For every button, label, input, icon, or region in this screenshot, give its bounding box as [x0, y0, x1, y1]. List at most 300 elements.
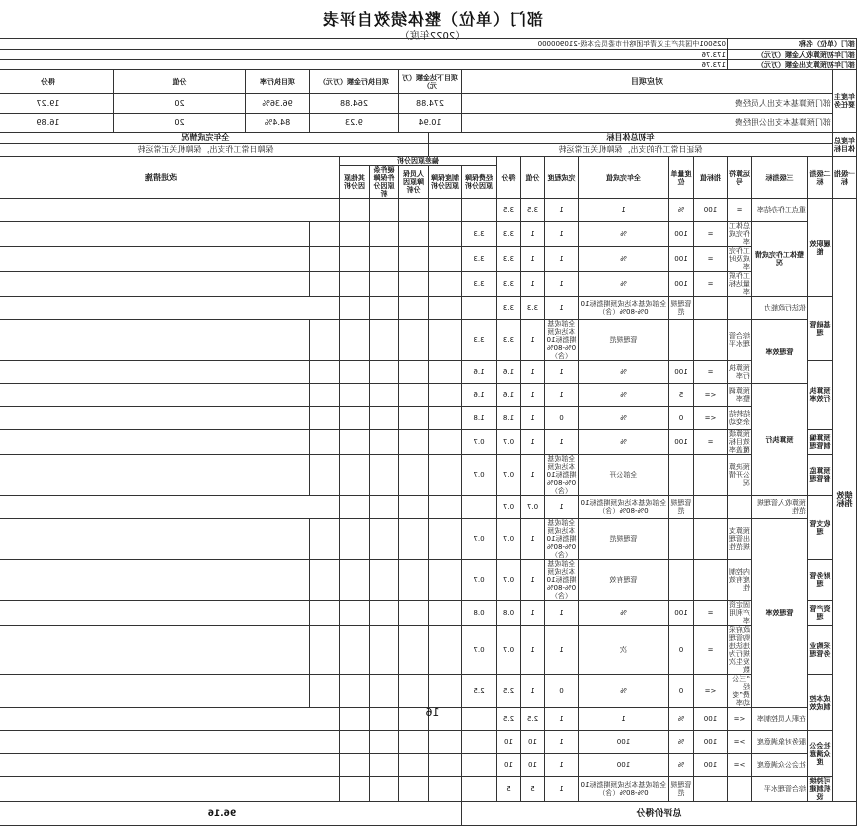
expend-value: 173.76: [0, 60, 728, 70]
indicator-degree: 1: [521, 626, 545, 675]
indicator-row: [0, 272, 857, 297]
info-row: [0, 50, 857, 60]
dev-cell: [429, 496, 462, 519]
header-degree: 完成程度: [545, 157, 579, 199]
l2-mgmt: 管理效率: [752, 320, 808, 384]
income-label: 部门年初预算收入金额（万元）: [728, 50, 857, 60]
indicator-op: <=: [694, 407, 728, 430]
dev-cell: [462, 297, 497, 320]
dev-cell: [340, 601, 370, 626]
goal-row: [0, 144, 857, 157]
indicator-degree: 1: [545, 777, 579, 802]
dev-cell: [370, 297, 399, 320]
l2-budget-exec: 预算执行效率: [808, 361, 833, 430]
indicator-target: 100: [694, 731, 728, 754]
dev-cell: [340, 384, 370, 407]
indicator-unit: 全部公开: [579, 455, 669, 496]
indicator-row: [0, 222, 857, 247]
dev-cell: [340, 222, 370, 247]
indicator-op: <=: [694, 675, 728, 708]
tasks-header-plan: 项目下达金额（万元）: [399, 70, 462, 94]
tasks-header-row: [0, 70, 857, 94]
header-l2: 二级指标: [808, 157, 833, 199]
indicator-unit: %: [669, 731, 694, 754]
tasks-section-label: 年度主要任务: [833, 70, 857, 133]
unit-name-label: 部门（单位）名称: [728, 39, 857, 50]
indicator-points: 3.3: [497, 222, 521, 247]
header-actual: 全年完成值: [579, 157, 669, 199]
dev-cell: [340, 626, 370, 675]
expend-label: 部门年初预算支出金额（万元）: [728, 60, 857, 70]
indicator-points: 1.8: [497, 407, 521, 430]
indicator-score: 3.3: [462, 247, 497, 272]
dev-cell: [310, 222, 340, 247]
dev-cell: [370, 754, 399, 777]
indicator-points: 3.3: [521, 297, 545, 320]
indicator-header-row: [0, 157, 857, 166]
header-fix: 改进措施: [0, 157, 340, 199]
indicator-row: [0, 754, 857, 777]
indicator-points: 3.3: [497, 320, 521, 361]
dev-cell: [370, 222, 399, 247]
dev-cell: [399, 272, 429, 297]
indicator-actual: 全部或基本达成预期指标100%-80%（含）: [545, 519, 579, 560]
indicator-score: 3.3: [462, 320, 497, 361]
indicator-degree: 1: [521, 601, 545, 626]
indicator-l3: 依法行政能力: [752, 297, 808, 320]
indicator-degree: 1: [545, 731, 579, 754]
indicator-target: [694, 777, 728, 802]
dev-cell: [399, 754, 429, 777]
indicator-l3: 预算收入管理规范性: [752, 496, 808, 519]
dev-cell: [310, 272, 340, 297]
dev-cell: [370, 626, 399, 675]
fix-cell: [0, 777, 340, 802]
dev-cell: [429, 222, 462, 247]
total-label: 总评价得分: [462, 802, 857, 826]
indicator-points: 0.7: [497, 519, 521, 560]
indicator-l3: 结转结余变动: [728, 407, 752, 430]
indicator-row: [0, 777, 857, 802]
dev-cell: [370, 320, 399, 361]
indicator-row: [0, 560, 857, 601]
dev-cell: [370, 519, 399, 560]
indicator-row: [0, 361, 857, 384]
indicator-target: 0: [669, 407, 694, 430]
indicator-l3: 综合管理水平: [728, 320, 752, 361]
indicator-l3: 在职人员控制率: [752, 708, 808, 731]
dev-cell: [310, 320, 340, 361]
task-row: [0, 94, 857, 114]
dev-cell: [340, 199, 370, 222]
fix-cell: [0, 626, 310, 675]
indicator-score: 3.3: [462, 272, 497, 297]
indicator-degree: 1: [521, 519, 545, 560]
dev-cell: [462, 199, 497, 222]
indicator-op: =: [694, 222, 728, 247]
indicator-unit: 管理规范: [669, 496, 694, 519]
indicator-degree: 1: [521, 272, 545, 297]
header-l3: 三级指标: [752, 157, 808, 199]
indicator-op: >=: [728, 731, 752, 754]
fix-cell: [0, 560, 310, 601]
indicator-actual: 0: [545, 675, 579, 708]
fix-cell: [0, 754, 340, 777]
indicator-row: [0, 519, 857, 560]
dev-cell: [462, 777, 497, 802]
dev-cell: [399, 297, 429, 320]
indicator-l3: 社会公众满意度: [752, 754, 808, 777]
dev-cell: [310, 430, 340, 455]
task-plan: 274.88: [399, 94, 462, 114]
indicator-points: 2.5: [497, 675, 521, 708]
done-header: 全年完成情况: [0, 133, 429, 144]
indicator-degree: 1: [545, 754, 579, 777]
indicator-points: 3.3: [497, 247, 521, 272]
total-row: [0, 802, 857, 826]
indicator-score: 10: [497, 754, 521, 777]
indicator-op: [728, 496, 752, 519]
indicator-target: 100: [694, 708, 728, 731]
indicator-op: =: [694, 626, 728, 675]
header-points: 分值: [521, 157, 545, 199]
indicator-l3: 综合管理水平: [752, 777, 808, 802]
dev-cell: [429, 455, 462, 496]
task-exec: 264.88: [310, 94, 399, 114]
task-project: 部门预算基本支出人员经费: [462, 94, 833, 114]
dev-cell: [462, 496, 497, 519]
fix-cell: [0, 519, 310, 560]
dev-cell: [399, 675, 429, 708]
indicator-op: =: [694, 247, 728, 272]
info-row: [0, 60, 857, 70]
task-row: [0, 114, 857, 133]
dev-cell: [340, 297, 370, 320]
dev-cell: [370, 272, 399, 297]
indicator-score: 10: [497, 731, 521, 754]
indicator-op: [694, 560, 728, 601]
dev-cell: [399, 601, 429, 626]
header-dev-other: 其他原因分析: [340, 166, 370, 199]
dev-cell: [370, 384, 399, 407]
dev-cell: [370, 560, 399, 601]
dev-cell: [462, 731, 497, 754]
fix-cell: [0, 455, 310, 496]
indicator-score: 5: [497, 777, 521, 802]
indicator-row: [0, 455, 857, 496]
fix-cell: [0, 731, 340, 754]
indicator-degree: 1: [521, 560, 545, 601]
indicator-unit: %: [579, 384, 669, 407]
dev-cell: [399, 455, 429, 496]
dev-cell: [429, 731, 462, 754]
indicator-l3: “三公经费”变动率: [728, 675, 752, 708]
indicator-l3: 预决算公开情况: [728, 455, 752, 496]
indicator-unit: %: [579, 675, 669, 708]
indicator-degree: 1: [521, 320, 545, 361]
indicator-degree: 1: [521, 430, 545, 455]
dev-cell: [429, 519, 462, 560]
indicator-op: =: [694, 361, 728, 384]
indicator-op: >=: [728, 754, 752, 777]
indicator-row: [0, 407, 857, 430]
fix-cell: [0, 222, 310, 247]
indicator-row: [0, 320, 857, 361]
tasks-header-score: 得分: [0, 70, 114, 94]
indicator-l3: 内控制度有效性: [728, 560, 752, 601]
indicator-score: 0.7: [462, 455, 497, 496]
indicator-target: [669, 560, 694, 601]
fix-cell: [0, 297, 340, 320]
task-score: 16.89: [0, 114, 114, 133]
indicator-points: 0.7: [497, 560, 521, 601]
indicator-score: 1.6: [462, 384, 497, 407]
indicator-unit: 管理规范: [669, 777, 694, 802]
l2-perf: 履职效能: [808, 199, 833, 297]
indicator-degree: 1: [521, 675, 545, 708]
indicator-score: 2.5: [462, 675, 497, 708]
indicator-actual: 1: [545, 361, 579, 384]
indicator-points: 0.7: [497, 455, 521, 496]
task-points: 20: [114, 114, 246, 133]
indicator-target: 100: [669, 222, 694, 247]
goal-header-row: [0, 133, 857, 144]
indicator-target: 0: [669, 675, 694, 708]
unit-name-value: 025001中国共产主义青年团喀什市委员会本级-210900000: [0, 39, 728, 50]
dev-cell: [462, 754, 497, 777]
dev-cell: [370, 675, 399, 708]
header-dev-staff: 人员保障原因分析: [399, 166, 429, 199]
indicator-score: 0.7: [462, 430, 497, 455]
indicator-score: 3.3: [462, 222, 497, 247]
l2-income: 收支管理: [808, 496, 833, 560]
dev-cell: [429, 626, 462, 675]
indicator-unit: %: [579, 247, 669, 272]
indicator-target: 0: [669, 626, 694, 675]
l2-asset: 资产管理: [808, 601, 833, 626]
header-l1: 一级指标: [833, 157, 857, 199]
l2-mech: 可持续机制建设: [809, 777, 831, 801]
l2-finance: 财务管理: [808, 560, 833, 601]
indicator-target: 100: [669, 361, 694, 384]
indicator-actual: 全部或基本达成预期指标100%-80%（含）: [579, 777, 669, 802]
indicator-l3: 固定资产利用率: [729, 601, 750, 625]
indicator-target: [694, 297, 728, 320]
dev-cell: [340, 361, 370, 384]
fix-cell: [0, 320, 310, 361]
indicator-unit: %: [579, 430, 669, 455]
dev-cell: [429, 247, 462, 272]
indicator-l3: 预算支出管理规范性: [728, 519, 752, 560]
indicator-row: [0, 199, 857, 222]
dev-cell: [399, 731, 429, 754]
tasks-header-points: 分值: [114, 70, 246, 94]
l2-budget-pub: 预算监督管理: [808, 455, 833, 496]
indicator-degree: 1: [545, 199, 579, 222]
fix-cell: [0, 199, 340, 222]
indicator-l3: 预算调整率: [728, 384, 752, 407]
tasks-header-rate: 项目执行率: [246, 70, 310, 94]
indicator-row: [0, 247, 857, 272]
indicator-unit: 管理有效: [579, 560, 669, 601]
dev-cell: [340, 496, 370, 519]
dev-cell: [340, 272, 370, 297]
dev-cell: [429, 384, 462, 407]
dev-cell: [399, 496, 429, 519]
indicator-points: 0.7: [521, 496, 545, 519]
dev-cell: [399, 407, 429, 430]
indicator-degree: 1: [545, 496, 579, 519]
l2-cost: 成本控制成效: [808, 675, 833, 731]
dev-cell: [429, 675, 462, 708]
indicator-unit: %: [669, 754, 694, 777]
info-row: [0, 39, 857, 50]
l2-social: 社会公众满意度: [808, 731, 833, 777]
indicator-op: [694, 455, 728, 496]
indicator-unit: %: [669, 199, 694, 222]
indicator-score: 2.5: [497, 708, 521, 731]
dev-cell: [429, 361, 462, 384]
indicator-points: 2.5: [521, 708, 545, 731]
header-deviation: 偏差原因分析: [340, 157, 497, 166]
l2-budget-plan: 预算编制管理: [808, 430, 833, 455]
indicator-op: [728, 777, 752, 802]
indicator-actual: 全部或基本达成预期指标100%-80%（含）: [545, 455, 579, 496]
indicator-unit: %: [579, 601, 669, 626]
task-points: 20: [114, 94, 246, 114]
l2-exec: 预算执行: [752, 384, 808, 496]
indicator-score: 3.5: [497, 199, 521, 222]
dev-cell: [310, 384, 340, 407]
l2-basic: 基础管理: [808, 297, 833, 361]
indicator-degree: 1: [545, 708, 579, 731]
indicator-actual: 全部或基本达成预期指标100%-80%（含）: [579, 297, 669, 320]
l2-work: 整体工作完成情况: [752, 222, 808, 297]
dev-cell: [399, 222, 429, 247]
header-score: 得分: [497, 157, 521, 199]
indicator-points: 0.8: [497, 601, 521, 626]
task-project: 部门预算基本支出公用经费: [462, 114, 833, 133]
l1-perf: 绩效指标: [833, 199, 857, 802]
fix-cell: [0, 361, 310, 384]
indicator-op: <=: [694, 384, 728, 407]
dev-cell: [370, 361, 399, 384]
page-number: 16: [425, 706, 440, 719]
indicator-actual: 全部或基本达成预期指标100%-80%（含）: [579, 496, 669, 519]
indicator-degree: 1: [521, 455, 545, 496]
dev-cell: [429, 407, 462, 430]
task-rate: 84.4%: [246, 114, 310, 133]
dev-cell: [340, 430, 370, 455]
fix-cell: [0, 675, 310, 708]
indicator-target: [669, 519, 694, 560]
indicator-row: [0, 430, 857, 455]
dev-cell: [429, 199, 462, 222]
dev-cell: [429, 754, 462, 777]
header-dev-hardware: 硬件条件保障原因分析: [370, 166, 399, 199]
fix-cell: [0, 384, 310, 407]
dev-cell: [399, 320, 429, 361]
indicator-op: <=: [728, 708, 752, 731]
done-text: 保障日常工作支出，保障机关正常运转: [0, 144, 429, 157]
header-unit: 度量单位: [669, 157, 694, 199]
dev-cell: [370, 496, 399, 519]
dev-cell: [370, 601, 399, 626]
dev-cell: [399, 247, 429, 272]
l2-purchase: 采购业务管理: [808, 626, 833, 675]
indicator-unit: %: [579, 272, 669, 297]
dev-cell: [310, 675, 340, 708]
indicator-op: =: [694, 601, 728, 626]
dev-cell: [399, 560, 429, 601]
indicator-op: =: [694, 272, 728, 297]
header-dev-funding: 经费保障原因分析: [462, 166, 497, 199]
indicator-unit: %: [579, 407, 669, 430]
indicator-score: 1.8: [462, 407, 497, 430]
dev-cell: [429, 272, 462, 297]
indicator-l3: 工作质量达标率: [729, 272, 750, 296]
goal-text: 保证日常工作的支出，保障机关正常运转: [429, 144, 833, 157]
total-value: 96.16: [0, 802, 462, 826]
indicator-actual: 100: [579, 754, 669, 777]
dev-cell: [399, 384, 429, 407]
indicator-unit: %: [579, 361, 669, 384]
indicator-degree: 1: [521, 361, 545, 384]
indicator-actual: 全部或基本达成预期指标100%-80%（含）: [545, 560, 579, 601]
fix-cell: [0, 407, 310, 430]
dev-cell: [370, 731, 399, 754]
indicator-actual: 1: [545, 626, 579, 675]
dev-cell: [370, 247, 399, 272]
indicator-degree: 1: [521, 407, 545, 430]
indicator-actual: 全部或基本达成预期指标100%-80%（含）: [545, 320, 579, 361]
dev-cell: [429, 297, 462, 320]
indicator-target: 5: [669, 384, 694, 407]
dev-cell: [310, 455, 340, 496]
header-op: 运算符号: [728, 157, 752, 199]
indicator-degree: 1: [521, 222, 545, 247]
task-exec: 9.23: [310, 114, 399, 133]
indicator-unit: 管理规范: [579, 320, 669, 361]
dev-cell: [370, 199, 399, 222]
dev-cell: [399, 519, 429, 560]
indicator-degree: 1: [521, 247, 545, 272]
indicator-score: 0.7: [462, 519, 497, 560]
dev-cell: [310, 407, 340, 430]
task-plan: 10.94: [399, 114, 462, 133]
indicator-score: 3.3: [497, 297, 521, 320]
dev-cell: [340, 560, 370, 601]
tasks-header-exec: 项目执行金额（万元）: [310, 70, 399, 94]
indicator-op: [694, 320, 728, 361]
indicator-unit: 管理规范: [669, 297, 694, 320]
indicator-op: =: [694, 430, 728, 455]
indicator-row: [0, 384, 857, 407]
indicator-actual: 1: [579, 708, 669, 731]
indicator-actual: 1: [579, 199, 669, 222]
indicator-l3: 服务对象满意度: [752, 731, 808, 754]
dev-cell: [370, 455, 399, 496]
indicator-target: 100: [669, 272, 694, 297]
dev-cell: [370, 430, 399, 455]
indicator-row: [0, 496, 857, 519]
dev-cell: [340, 247, 370, 272]
indicator-points: 3.3: [497, 272, 521, 297]
goal-header: 年初总体目标: [429, 133, 833, 144]
page-year: （2022年度）: [399, 31, 466, 42]
indicator-target: 100: [669, 430, 694, 455]
indicator-points: 5: [521, 777, 545, 802]
